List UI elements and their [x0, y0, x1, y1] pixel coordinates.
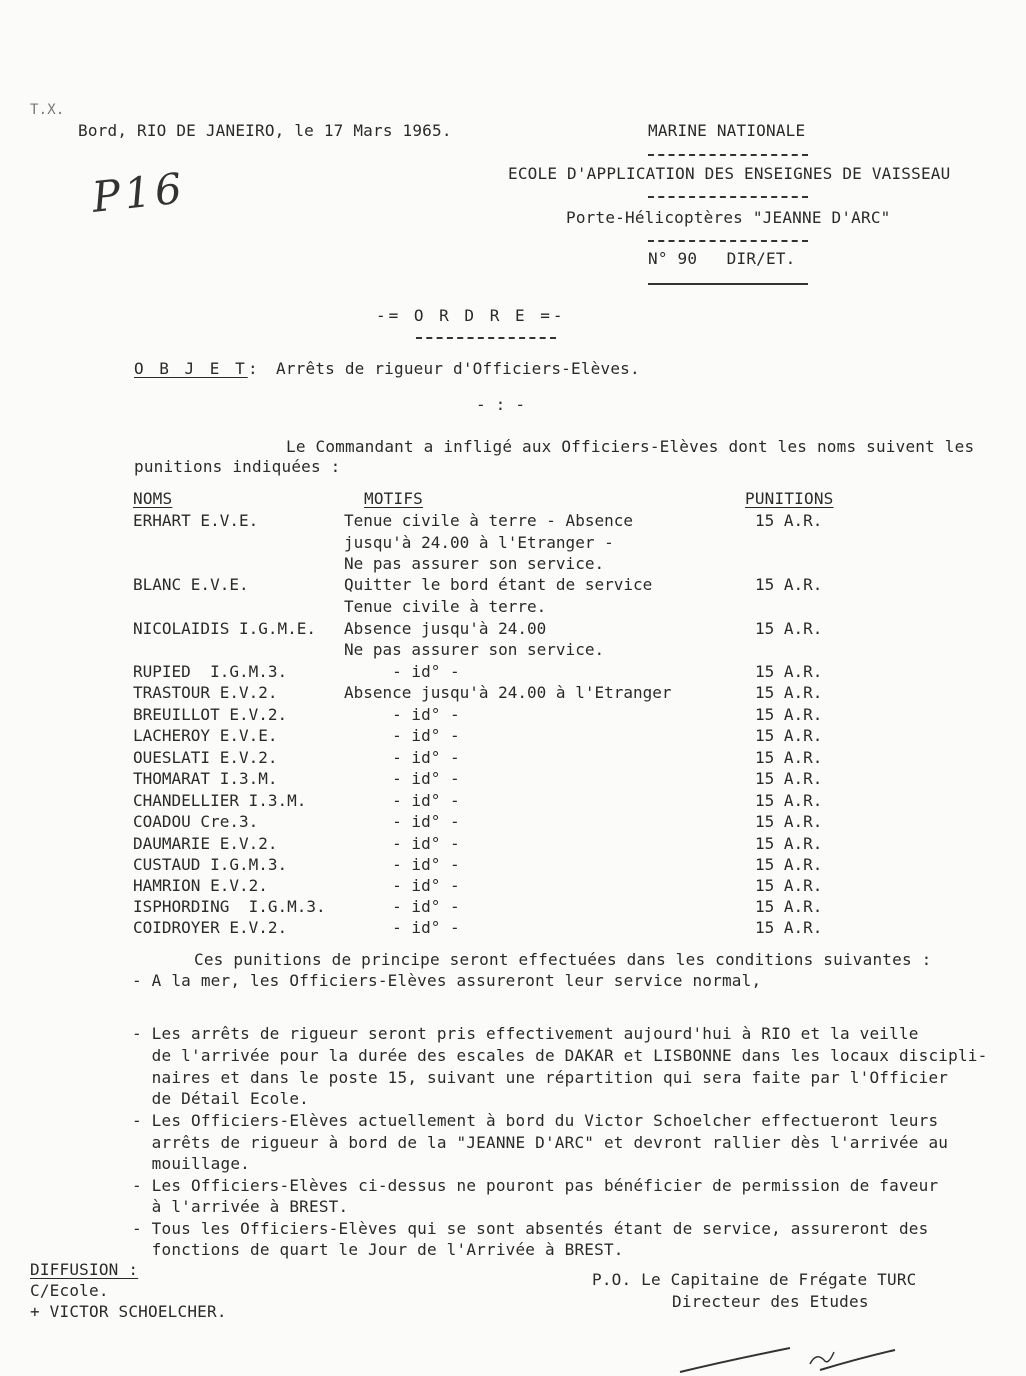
table-row: [0, 662, 1026, 683]
object-separator: :: [248, 359, 258, 378]
row-motif: Tenue civile à terre.: [344, 597, 547, 616]
column-header-motifs: MOTIFS: [364, 489, 423, 508]
row-motif: - id° -: [344, 918, 460, 937]
table-row: [0, 812, 1026, 833]
table-row: [0, 554, 1026, 575]
row-name: CHANDELLIER I.3.M.: [133, 791, 307, 810]
condition-line: de Détail Ecole.: [132, 1089, 309, 1108]
condition-line: de l'arrivée pour la durée des escales de DAKAR et LISBONNE dans les locaux discipli-: [132, 1046, 988, 1065]
row-name: COADOU Cre.3.: [133, 812, 259, 831]
row-name: CUSTAUD I.G.M.3.: [133, 855, 288, 874]
row-punition: 15 A.R.: [755, 876, 823, 895]
row-punition: 15 A.R.: [755, 705, 823, 724]
table-row: [0, 619, 1026, 640]
intro-line-2: punitions indiquées :: [134, 457, 341, 476]
object-text: Arrêts de rigueur d'Officiers-Elèves.: [276, 359, 640, 378]
row-motif: Quitter le bord étant de service: [344, 575, 653, 594]
row-punition: 15 A.R.: [755, 511, 823, 530]
letterhead-rule: [648, 283, 808, 285]
row-punition: 15 A.R.: [755, 918, 823, 937]
table-row: [0, 640, 1026, 661]
row-punition: 15 A.R.: [755, 683, 823, 702]
row-motif: Ne pas assurer son service.: [344, 640, 605, 659]
diffusion-line: + VICTOR SCHOELCHER.: [30, 1302, 227, 1321]
table-row: [0, 918, 1026, 939]
object-label: O B J E T: [134, 359, 248, 378]
condition-line: à l'arrivée à BREST.: [132, 1197, 349, 1216]
row-punition: 15 A.R.: [755, 791, 823, 810]
reference-mark: T.X.: [30, 102, 65, 118]
condition-line: mouillage.: [132, 1154, 250, 1173]
row-punition: 15 A.R.: [755, 619, 823, 638]
row-motif: Absence jusqu'à 24.00: [344, 619, 547, 638]
table-row: [0, 726, 1026, 747]
signature-title: P.O. Le Capitaine de Frégate TURC: [592, 1270, 917, 1289]
row-name: ISPHORDING I.G.M.3.: [133, 897, 326, 916]
column-header-punitions: PUNITIONS: [745, 489, 834, 508]
row-name: HAMRION E.V.2.: [133, 876, 268, 895]
row-name: TRASTOUR E.V.2.: [133, 683, 278, 702]
document-number: N° 90 DIR/ET.: [648, 249, 796, 268]
table-row: [0, 748, 1026, 769]
row-punition: 15 A.R.: [755, 855, 823, 874]
letterhead-divider: [648, 240, 808, 244]
row-motif: - id° -: [344, 705, 460, 724]
row-punition: 15 A.R.: [755, 662, 823, 681]
handwritten-signature: [670, 1330, 910, 1376]
row-motif: Absence jusqu'à 24.00 à l'Etranger: [344, 683, 672, 702]
column-header-names: NOMS: [133, 489, 173, 508]
row-punition: 15 A.R.: [755, 812, 823, 831]
diffusion-label: DIFFUSION :: [30, 1260, 139, 1279]
condition-line: - Les Officiers-Elèves ci-dessus ne pouront pas bénéficier de permission de faveur: [132, 1176, 939, 1195]
section-divider: - : -: [476, 395, 526, 414]
conditions-intro: Ces punitions de principe seront effectuées dans les conditions suivantes :: [194, 950, 932, 969]
condition-line: - A la mer, les Officiers-Elèves assureront leur service normal,: [132, 971, 762, 990]
row-name: ERHART E.V.E.: [133, 511, 259, 530]
letterhead-divider: [648, 154, 808, 158]
document-title: -= O R D R E =-: [376, 306, 566, 325]
row-name: COIDROYER E.V.2.: [133, 918, 288, 937]
row-name: LACHEROY E.V.E.: [133, 726, 278, 745]
row-punition: 15 A.R.: [755, 748, 823, 767]
row-punition: 15 A.R.: [755, 897, 823, 916]
table-row: [0, 791, 1026, 812]
row-punition: 15 A.R.: [755, 769, 823, 788]
letterhead-divider: [648, 196, 808, 200]
row-punition: 15 A.R.: [755, 834, 823, 853]
row-name: BLANC E.V.E.: [133, 575, 249, 594]
row-name: THOMARAT I.3.M.: [133, 769, 278, 788]
row-punition: 15 A.R.: [755, 726, 823, 745]
ship-name: Porte-Hélicoptères "JEANNE D'ARC": [566, 208, 891, 227]
table-row: [0, 834, 1026, 855]
row-motif: - id° -: [344, 748, 460, 767]
row-name: RUPIED I.G.M.3.: [133, 662, 288, 681]
intro-line-1: Le Commandant a infligé aux Officiers-Elèves dont les noms suivent les: [286, 437, 975, 456]
row-motif: - id° -: [344, 662, 460, 681]
row-motif: Tenue civile à terre - Absence: [344, 511, 633, 530]
row-motif: - id° -: [344, 726, 460, 745]
condition-line: - Les Officiers-Elèves actuellement à bord du Victor Schoelcher effectueront leurs: [132, 1111, 939, 1130]
condition-line: - Les arrêts de rigueur seront pris effectivement aujourd'hui à RIO et la veille: [132, 1024, 919, 1043]
row-motif: - id° -: [344, 791, 460, 810]
row-name: OUESLATI E.V.2.: [133, 748, 278, 767]
table-row: [0, 897, 1026, 918]
row-punition: 15 A.R.: [755, 575, 823, 594]
table-row: [0, 597, 1026, 618]
table-row: [0, 575, 1026, 596]
row-name: BREUILLOT E.V.2.: [133, 705, 288, 724]
condition-line: fonctions de quart le Jour de l'Arrivée à BREST.: [132, 1240, 624, 1259]
row-motif: - id° -: [344, 876, 460, 895]
row-name: NICOLAIDIS I.G.M.E.: [133, 619, 317, 638]
row-motif: - id° -: [344, 834, 460, 853]
title-underline: [416, 337, 556, 341]
row-motif: Ne pas assurer son service.: [344, 554, 605, 573]
row-motif: - id° -: [344, 855, 460, 874]
org-name: MARINE NATIONALE: [648, 121, 806, 140]
table-row: [0, 876, 1026, 897]
row-motif: jusqu'à 24.00 à l'Etranger -: [344, 533, 614, 552]
table-row: [0, 533, 1026, 554]
table-row: [0, 769, 1026, 790]
table-row: [0, 511, 1026, 532]
condition-line: - Tous les Officiers-Elèves qui se sont absentés étant de service, assureront des: [132, 1219, 929, 1238]
row-motif: - id° -: [344, 812, 460, 831]
place-and-date: Bord, RIO DE JANEIRO, le 17 Mars 1965.: [78, 121, 452, 140]
table-row: [0, 855, 1026, 876]
handwritten-number: P16: [89, 163, 189, 222]
diffusion-line: C/Ecole.: [30, 1281, 109, 1300]
table-row: [0, 683, 1026, 704]
school-name: ECOLE D'APPLICATION DES ENSEIGNES DE VAISSEAU: [508, 164, 951, 183]
condition-line: arrêts de rigueur à bord de la "JEANNE D'ARC" et devront rallier dès l'arrivée au: [132, 1133, 949, 1152]
signature-role: Directeur des Etudes: [672, 1292, 869, 1311]
table-row: [0, 705, 1026, 726]
condition-line: naires et dans le poste 15, suivant une répartition qui sera faite par l'Officier: [132, 1068, 949, 1087]
row-name: DAUMARIE E.V.2.: [133, 834, 278, 853]
row-motif: - id° -: [344, 897, 460, 916]
row-motif: - id° -: [344, 769, 460, 788]
